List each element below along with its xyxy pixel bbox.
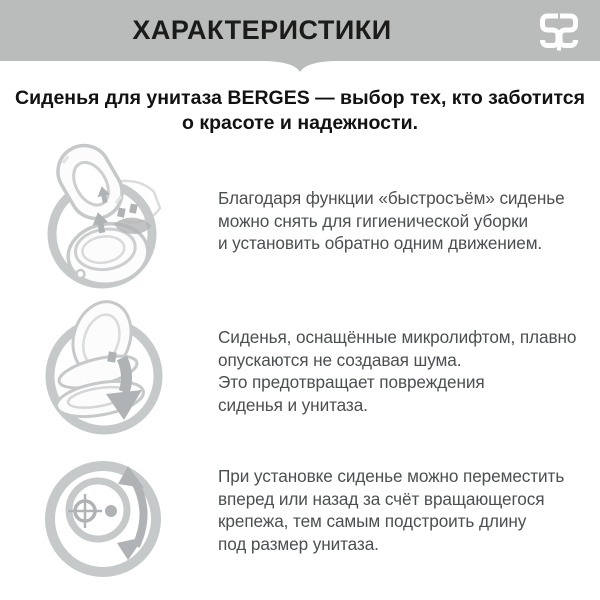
page-title: ХАРАКТЕРИСТИКИ: [132, 15, 392, 45]
header: [0, 0, 600, 61]
header-notch: [266, 61, 334, 72]
feature-line: Благодаря функции «быстросъём» сиденье: [218, 188, 565, 208]
feature-line: вперед или назад за счёт вращающегося: [218, 488, 545, 509]
feature-soft-close-text: [218, 326, 590, 416]
quick-release-seat-icon: [42, 138, 162, 293]
subtitle: [0, 86, 600, 136]
feature-line: Это предотвращает повреждения: [218, 372, 485, 392]
subtitle-line-1: Сиденья для унитаза BERGES — выбор тех, кто заботится: [15, 87, 585, 109]
feature-line: крепежа, тем самым подстроить длину: [218, 511, 527, 531]
feature-adjustable-mount-text: [218, 465, 590, 555]
feature-line: можно снять для гигиенической уборки: [218, 210, 529, 231]
feature-line: под размер унитаза.: [218, 533, 379, 554]
berges-logo-icon: [538, 12, 580, 52]
feature-line: и установить обратно одним движением.: [218, 233, 543, 253]
soft-close-microlift-icon: [42, 296, 172, 442]
subtitle-line-2: о красоте и надежности.: [182, 112, 418, 134]
feature-line: Сиденья, оснащённые микролифтом, плавно: [218, 327, 577, 347]
feature-quick-release-text: [218, 187, 590, 255]
rotating-mount-adjust-icon: [40, 448, 168, 586]
feature-line: сиденья и унитаза.: [218, 394, 368, 415]
feature-line: При установке сиденье можно переместить: [218, 466, 565, 486]
feature-line: опускаются не создавая шума.: [218, 349, 462, 370]
